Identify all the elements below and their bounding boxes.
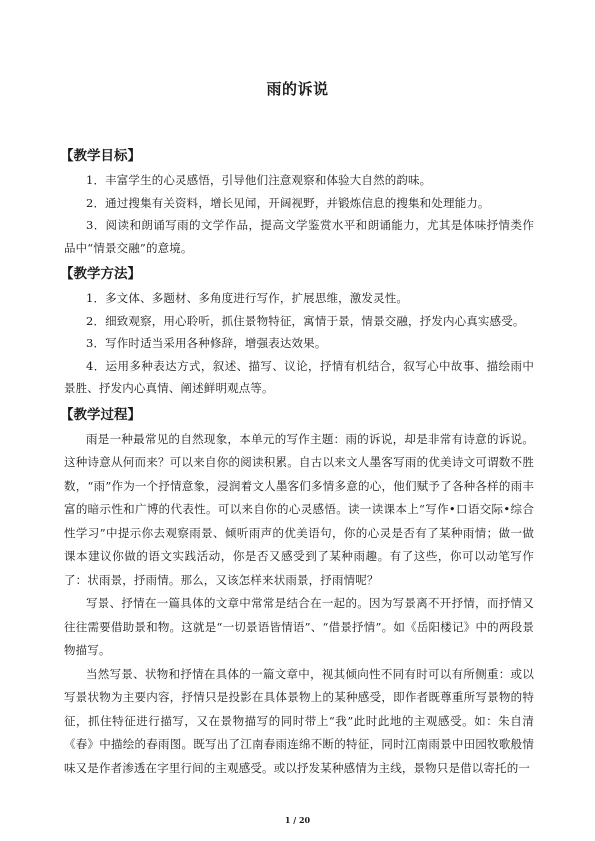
section-teaching-goals [60, 143, 534, 259]
goals-list [64, 169, 534, 259]
page-number: 1 / 20 [284, 815, 311, 825]
section-heading: 【教学方法】 [60, 266, 141, 282]
list-item: 3．阅读和朗诵写雨的文学作品，提高文学鉴赏水平和朗诵能力，尤其是体味抒情类作品中“情景交融”的意境。 [64, 218, 534, 255]
list-item: 2．细致观察，用心聆听，抓住景物特征，寓情于景，情景交融，抒发内心真实感受。 [86, 313, 525, 328]
section-teaching-methods [60, 261, 534, 400]
section-teaching-process [60, 402, 534, 781]
body-paragraph: 当然写景、状物和抒情在具体的一篇文章中，视其倾向性不同有时可以有所侧重：或以写景状物为主要内容，抒情只是投影在具体景物上的某种感受，即作者既尊重所写景物的特征，抓住特征进行描写，又在景物描写的同时带上“我”此时此地的主观感受。如：朱自清《春》中描绘的春雨图。既写出了江南春雨连绵不断的特征，同时江南雨景中田园牧歌般情味又是作者渗透在字里行间的主观感受。或以抒发某种感情为主线，景物只是借以寄托的一 [64, 666, 534, 775]
list-item: 4．运用多种表达方式，叙述、描写、议论，抒情有机结合，叙写心中故事、描绘雨中景胜、抒发内心真情、阐述鲜明观点等。 [64, 358, 534, 395]
list-item: 2．通过搜集有关资料，增长见闻，开阔视野，并锻炼信息的搜集和处理能力。 [86, 195, 490, 210]
methods-list [64, 287, 534, 400]
section-heading: 【教学过程】 [60, 406, 141, 423]
list-item: 1．多文体、多题材、多角度进行写作，扩展思维，激发灵性。 [86, 291, 409, 305]
list-item: 1．丰富学生的心灵感悟，引导他们注意观察和体验大自然的韵味。 [86, 173, 432, 187]
document-body [60, 143, 534, 780]
list-item: 3．写作时适当采用各种修辞，增强表达效果。 [86, 336, 327, 350]
body-paragraph: 写景、抒情在一篇具体的文章中常常是结合在一起的。因为写景离不开抒情，而抒情又往往需要借助景和物。这就是“一切景语皆情语”、“借景抒情”。如《岳阳楼记》中的两段景物描写。 [64, 596, 534, 657]
section-heading: 【教学目标】 [60, 148, 141, 164]
document-title: 雨的诉说 [266, 80, 329, 98]
body-paragraph: 雨是一种最常见的自然现象，本单元的写作主题：雨的诉说，却是非常有诗意的诉说。这种诗意从何而来？可以来自你的阅读积累。自古以来文人墨客写雨的优美诗文可谓数不胜数，“雨”作为一个抒情意象，浸润着文人墨客们多情多意的心，他们赋予了各种各样的雨丰富的暗示性和广博的代表性。可以来自你的心灵感悟。读一读课本上“写作•口语交际•综合性学习”中提示你去观察雨景、倾听雨声的优美语句，你的心灵是否有了某种雨情；做一做课本建议你做的语文实践活动，你是否又感受到了某种雨趣。有了这些，你可以动笔写作了：状雨景，抒雨情。那么，又该怎样来状雨景，抒雨情呢？ [64, 431, 534, 587]
